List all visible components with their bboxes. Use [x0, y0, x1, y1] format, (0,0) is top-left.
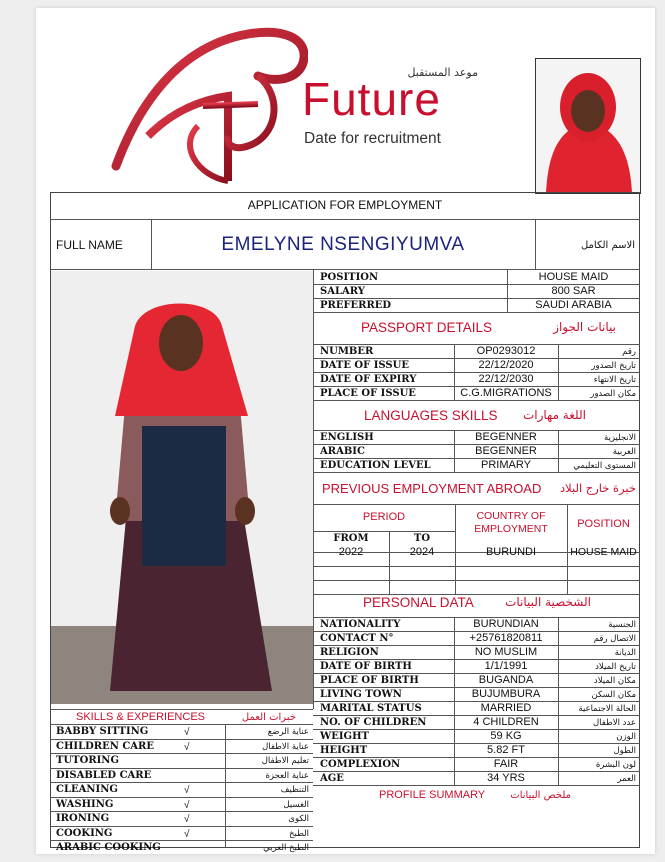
age-label: AGE — [320, 773, 344, 784]
skill-babysitting-label: BABBY SITTING — [56, 726, 149, 737]
position-label: POSITION — [320, 272, 379, 283]
profile-summary-title: PROFILE SUMMARY — [379, 789, 486, 801]
skill-cooking-label: COOKING — [56, 828, 113, 839]
place-of-issue-arabic: مكان الصدور — [590, 389, 636, 399]
skill-arabiccooking-label: ARABIC COOKING — [56, 842, 161, 853]
salary-label: SALARY — [320, 286, 365, 297]
education-arabic: المستوى التعليمي — [573, 461, 636, 471]
religion-value: NO MUSLIM — [474, 646, 538, 658]
skill-disabledcare-label: DISABLED CARE — [56, 770, 152, 781]
birth-date-arabic: تاريخ الميلاد — [595, 662, 636, 672]
portrait-photo — [535, 58, 641, 194]
expiry-date-value: 22/12/2030 — [478, 373, 534, 385]
issue-date-value: 22/12/2020 — [478, 359, 534, 371]
birth-date-label: DATE OF BIRTH — [320, 661, 412, 672]
languages-title: LANGUAGES SKILLS — [364, 408, 498, 423]
skill-disabledcare-arabic: عناية العجزة — [265, 771, 309, 781]
arabic-arabic: العربية — [612, 447, 636, 457]
application-form — [36, 8, 655, 854]
height-value: 5.82 FT — [487, 744, 525, 756]
height-arabic: الطول — [613, 746, 636, 756]
contact-label: CONTACT N° — [320, 633, 394, 644]
nationality-value: BURUNDIAN — [473, 618, 539, 630]
skill-washing-label: WASHING — [56, 799, 114, 810]
height-label: HEIGHT — [320, 745, 368, 756]
religion-label: RELIGION — [320, 647, 379, 658]
passport-title: PASSPORT DETAILS — [361, 320, 493, 335]
living-town-arabic: مكان السكن — [591, 690, 636, 700]
period-header: PERIOD — [362, 511, 406, 523]
from-header: FROM — [333, 533, 369, 544]
country-header: COUNTRY OF EMPLOYMENT — [474, 510, 548, 535]
living-town-value: BUJUMBURA — [471, 688, 541, 700]
birth-place-arabic: مكان الميلاد — [593, 676, 636, 686]
full-name-label: FULL NAME — [56, 238, 123, 252]
skill-ironing-label: IRONING — [56, 813, 110, 824]
skill-childcare-check: √ — [184, 742, 190, 753]
issue-date-arabic: تاريخ الصدور — [591, 361, 636, 371]
place-of-issue-label: PLACE OF ISSUE — [320, 388, 416, 399]
employment-country: BURUNDI — [485, 546, 537, 558]
skill-tutoring-arabic: تعليم الاطفال — [261, 756, 309, 766]
employment-from: 2022 — [338, 546, 364, 558]
age-value: 34 YRS — [487, 772, 525, 784]
passport-number-value: OP0293012 — [476, 345, 536, 357]
full-name-arabic: الاسم الكامل — [580, 240, 635, 251]
weight-value: 59 KG — [490, 730, 522, 742]
skills-title-arabic: خبرات العمل — [241, 712, 296, 723]
religion-arabic: الديانة — [614, 648, 636, 658]
skill-washing-check: √ — [184, 800, 190, 811]
nationality-label: NATIONALITY — [320, 619, 401, 630]
preferred-label: PREFERRED — [320, 300, 392, 311]
living-town-label: LIVING TOWN — [320, 689, 402, 700]
passport-number-arabic: رقم — [622, 347, 636, 357]
position-header: POSITION — [577, 518, 630, 530]
complexion-arabic: لون البشرة — [595, 760, 636, 770]
future-logo-mark — [108, 16, 308, 191]
skill-cleaning-label: CLEANING — [56, 784, 118, 795]
contact-arabic: الاتصال رقم — [593, 634, 636, 644]
skills-title: SKILLS & EXPERIENCES — [76, 711, 205, 723]
skill-childcare-label: CHILDREN CARE — [56, 741, 154, 752]
place-of-issue-value: C.G.MIGRATIONS — [460, 387, 552, 399]
skill-washing-arabic: الغسيل — [283, 800, 309, 810]
skill-cooking-arabic: الطبخ — [289, 829, 309, 839]
english-arabic: الانجليزية — [603, 433, 636, 443]
english-value: BEGENNER — [475, 431, 537, 443]
brand-name: Future — [302, 73, 441, 125]
passport-number-label: NUMBER — [320, 346, 374, 357]
education-label: EDUCATION LEVEL — [320, 460, 431, 471]
marital-status-value: MARRIED — [480, 702, 532, 714]
brand-arabic: موعد المستقبل — [407, 66, 478, 79]
issue-date-label: DATE OF ISSUE — [320, 360, 409, 371]
marital-status-arabic: الحالة الاجتماعية — [578, 704, 636, 714]
age-arabic: العمر — [617, 774, 636, 784]
skill-cleaning-arabic: التنظيف — [280, 785, 309, 795]
form-title: APPLICATION FOR EMPLOYMENT — [247, 198, 443, 212]
arabic-value: BEGENNER — [475, 445, 537, 457]
skill-ironing-check: √ — [184, 814, 190, 825]
full-name-value: EMELYNE NSENGIYUMVA — [221, 234, 465, 255]
skill-ironing-arabic: الكوى — [288, 814, 309, 824]
skill-cooking-check: √ — [184, 829, 190, 840]
skill-babysitting-check: √ — [184, 727, 190, 738]
preferred-value: SAUDI ARABIA — [535, 299, 612, 311]
personal-data-title: PERSONAL DATA — [363, 595, 474, 610]
children-value: 4 CHILDREN — [473, 716, 539, 728]
position-value: HOUSE MAID — [538, 271, 609, 283]
passport-title-arabic: بيانات الجواز — [553, 320, 616, 334]
contact-value: +25761820811 — [469, 632, 543, 644]
skill-cleaning-check: √ — [184, 785, 190, 796]
children-label: NO. OF CHILDREN — [320, 717, 427, 728]
languages-title-arabic: اللغة مهارات — [522, 408, 586, 422]
english-label: ENGLISH — [320, 432, 374, 443]
birth-date-value: 1/1/1991 — [484, 660, 528, 672]
weight-arabic: الوزن — [616, 732, 636, 742]
employment-position: HOUSE MAID — [570, 546, 637, 558]
complexion-value: FAIR — [493, 758, 519, 770]
children-arabic: عدد الاطفال — [592, 718, 636, 728]
skill-childcare-arabic: عناية الاطفال — [262, 742, 309, 752]
brand-tagline: Date for recruitment — [304, 130, 441, 147]
nationality-arabic: الجنسية — [608, 620, 636, 630]
previous-employment-title-arabic: خبرة خارج البلاد — [559, 481, 636, 495]
previous-employment-title: PREVIOUS EMPLOYMENT ABROAD — [322, 481, 542, 496]
birth-place-label: PLACE OF BIRTH — [320, 675, 419, 686]
marital-status-label: MARITAL STATUS — [320, 703, 422, 714]
personal-data-title-arabic: الشخصية البيانات — [505, 595, 591, 609]
expiry-date-label: DATE OF EXPIRY — [320, 374, 417, 385]
complexion-label: COMPLEXION — [320, 759, 401, 770]
skill-tutoring-label: TUTORING — [56, 755, 119, 766]
weight-label: WEIGHT — [320, 731, 369, 742]
arabic-label: ARABIC — [320, 446, 365, 457]
employment-to: 2024 — [409, 546, 435, 558]
profile-summary-title-arabic: ملخص البيانات — [510, 790, 571, 801]
skill-babysitting-arabic: عناية الرضع — [267, 727, 309, 737]
skill-arabiccooking-arabic: الطبخ العربي — [263, 843, 309, 853]
to-header: TO — [413, 533, 431, 544]
expiry-date-arabic: تاريخ الانتهاء — [593, 375, 636, 385]
birth-place-value: BUGANDA — [478, 674, 534, 686]
salary-value: 800 SAR — [551, 285, 596, 297]
education-value: PRIMARY — [481, 459, 531, 471]
